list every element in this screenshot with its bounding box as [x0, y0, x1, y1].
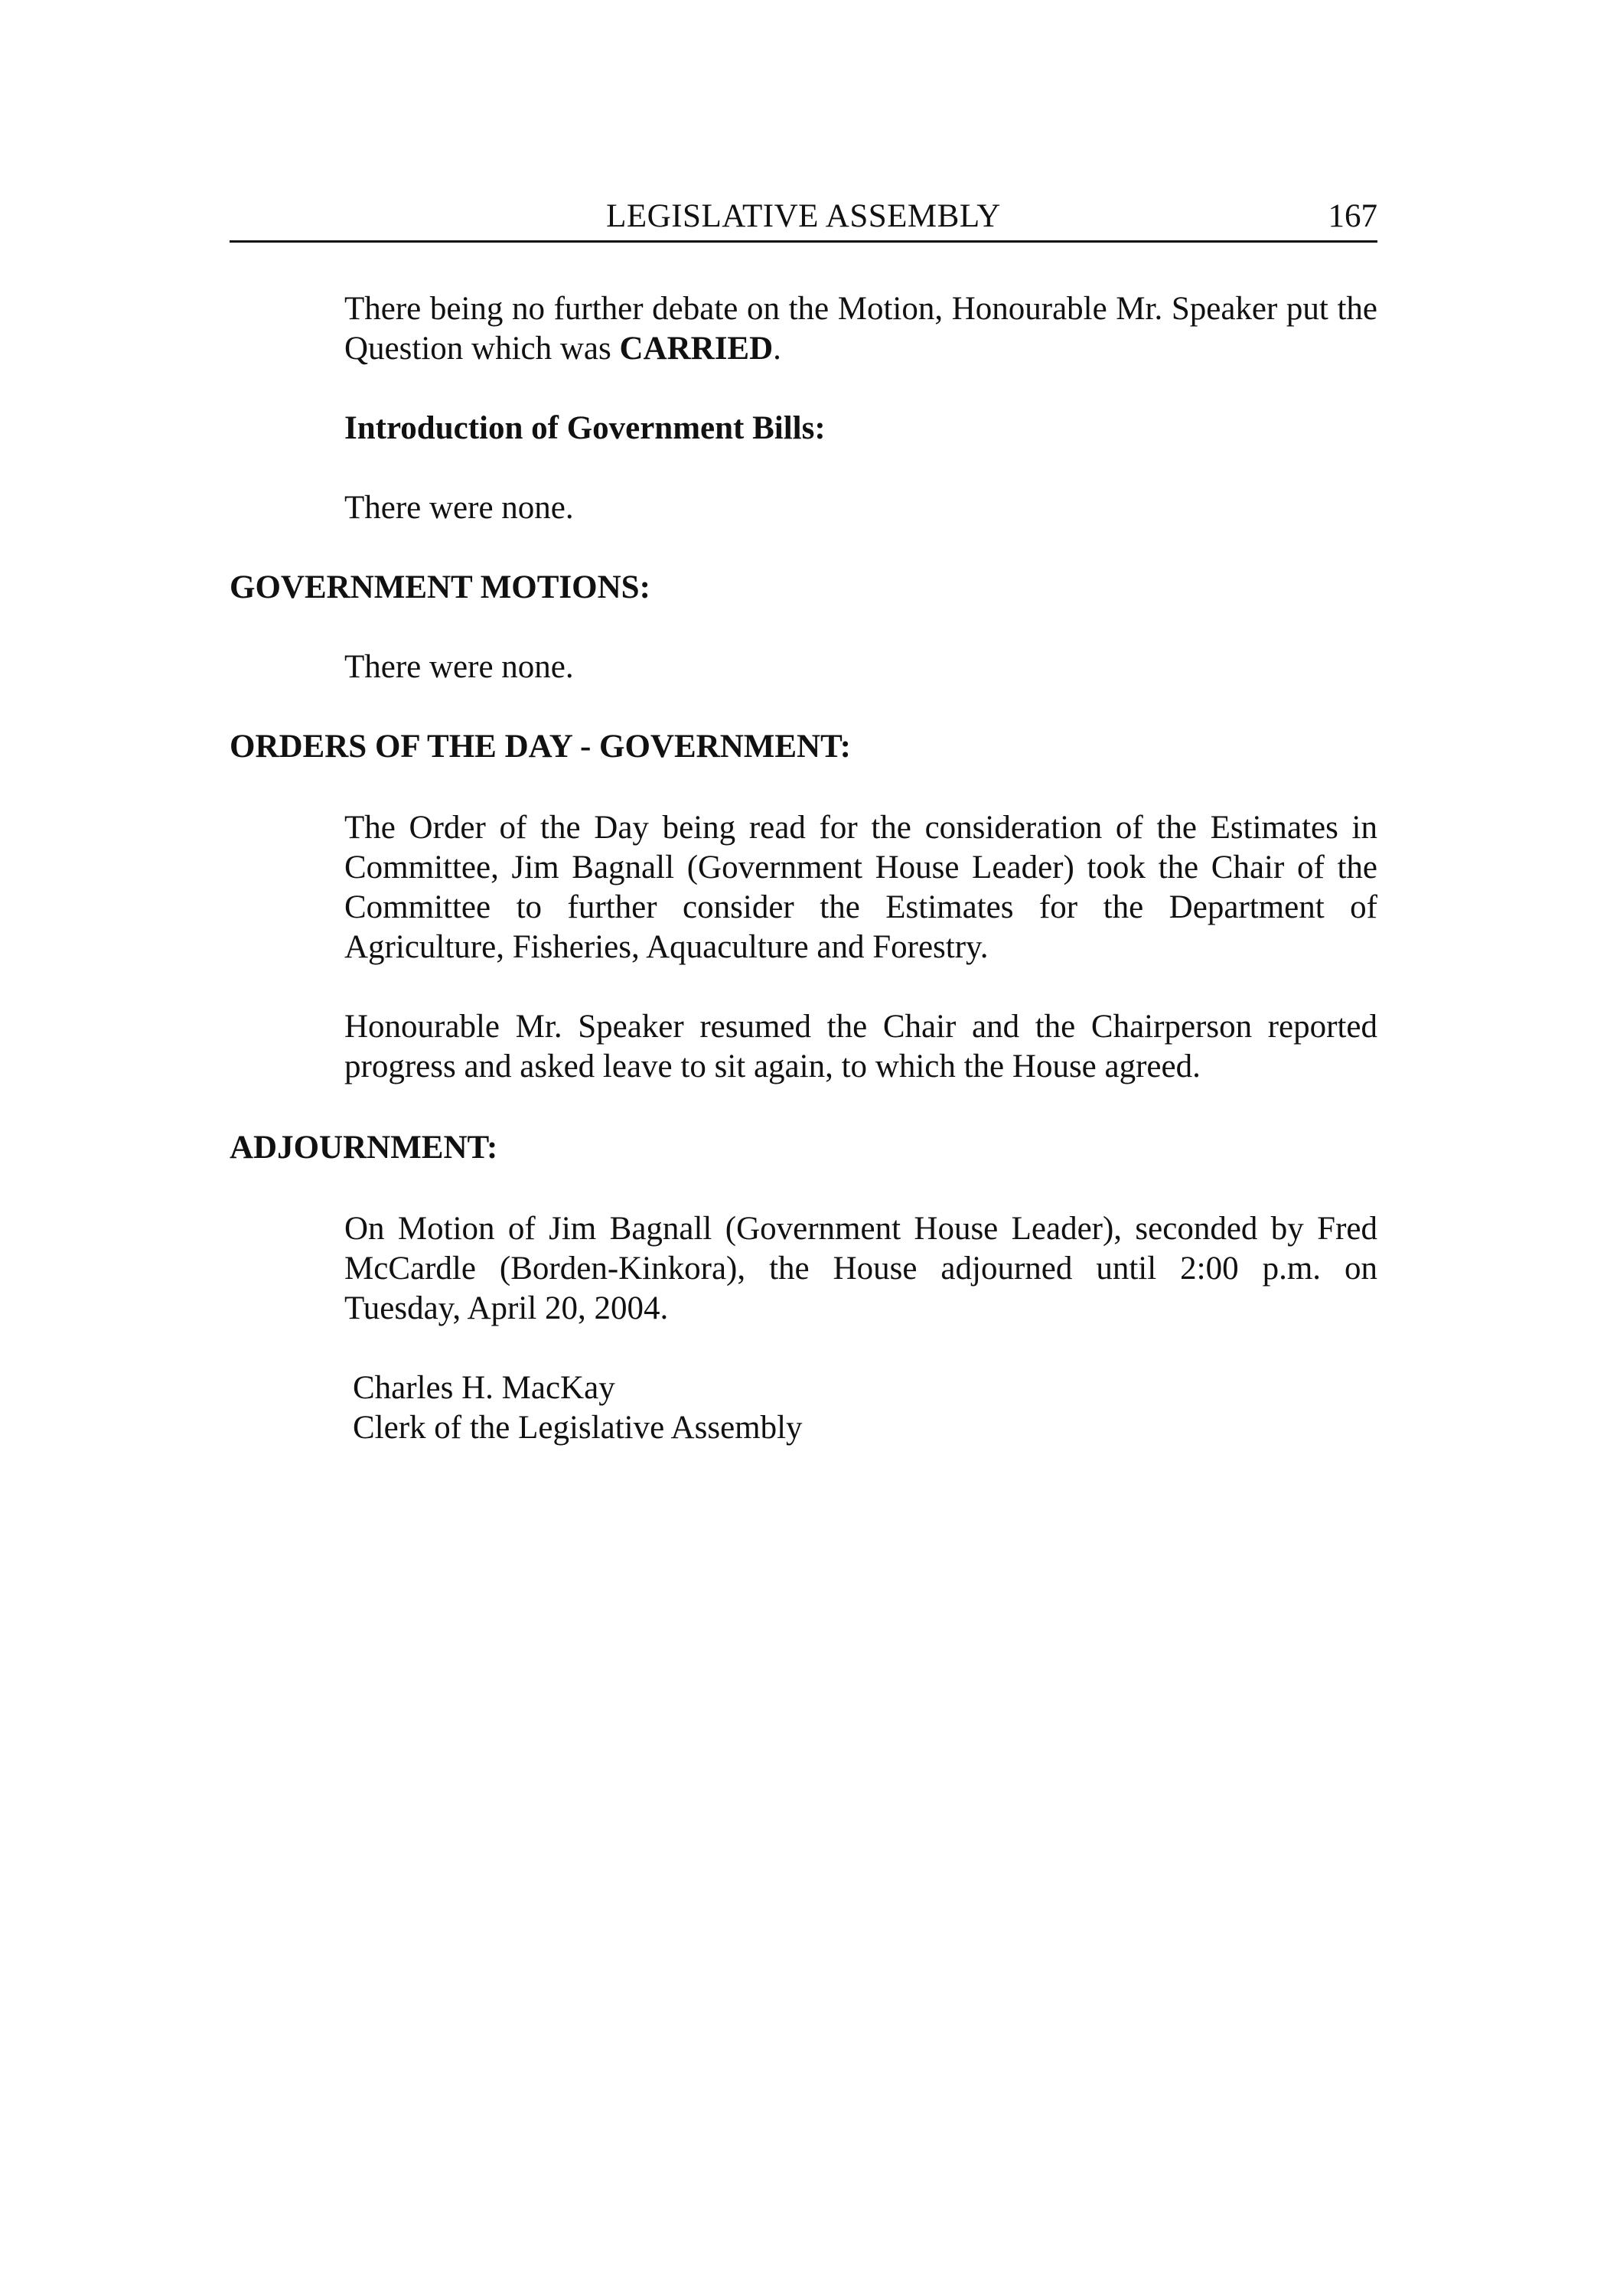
adjournment-paragraph: On Motion of Jim Bagnall (Government House Leader), seconded by Fred McCardle (Borden-Kinkora), the House adjourned until 2:00 p.m. on Tuesday, April 20, 2004.	[344, 1211, 1377, 1326]
motion-result-period: .	[773, 331, 781, 367]
motion-result-text: There being no further debate on the Motion, Honourable Mr. Speaker put the Question which was	[344, 291, 1377, 367]
orders-paragraph-progress: Honourable Mr. Speaker resumed the Chair and the Chairperson reported progress and asked leave to sit again, to which the House agreed.	[344, 1009, 1377, 1084]
gov-motions-heading: GOVERNMENT MOTIONS:	[230, 569, 650, 605]
carried-emphasis: CARRIED	[619, 331, 774, 367]
signature-title: Clerk of the Legislative Assembly	[353, 1410, 803, 1446]
page-number: 167	[1328, 198, 1377, 234]
header-title: LEGISLATIVE ASSEMBLY	[606, 198, 1001, 234]
motion-result-paragraph	[344, 289, 1377, 369]
intro-bills-text: There were none.	[344, 490, 574, 526]
orders-of-the-day-heading: ORDERS OF THE DAY - GOVERNMENT:	[230, 729, 851, 765]
orders-paragraph-estimates: The Order of the Day being read for the consideration of the Estimates in Committee, Jim Bagnall (Government House Leader) took the Chair of the Committee to further consider the Estimates for the Department of Agriculture, Fisheries, Aquaculture and Forestry.	[344, 810, 1377, 965]
intro-bills-heading: Introduction of Government Bills:	[344, 410, 826, 446]
gov-motions-text: There were none.	[344, 649, 574, 685]
signature-name: Charles H. MacKay	[353, 1370, 615, 1406]
running-header	[230, 193, 1377, 243]
adjournment-heading: ADJOURNMENT:	[230, 1130, 498, 1166]
